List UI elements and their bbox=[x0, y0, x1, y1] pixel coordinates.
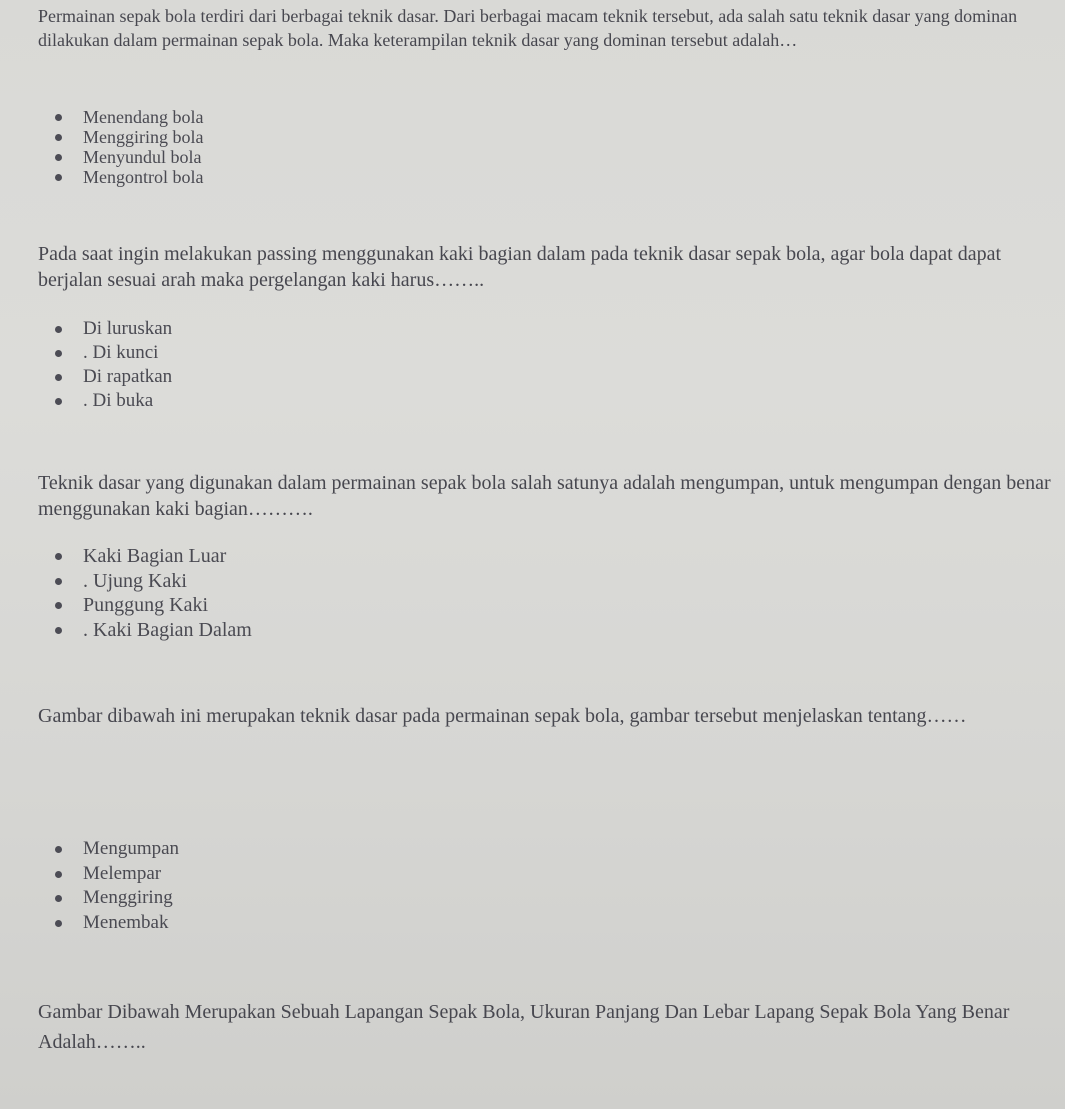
option-label: Di luruskan bbox=[83, 318, 173, 339]
bullet-icon bbox=[55, 374, 62, 381]
option-label: Menyundul bola bbox=[83, 147, 202, 167]
question-3-text: Teknik dasar yang digunakan dalam permainan sepak bola salah satunya adalah mengumpan, untuk mengumpan dengan benar menggunakan kaki bagian………. bbox=[38, 472, 1051, 520]
option-item[interactable] bbox=[52, 544, 252, 569]
option-item[interactable] bbox=[52, 569, 252, 594]
option-item[interactable] bbox=[52, 365, 172, 389]
option-label: Menggiring bbox=[83, 887, 173, 908]
option-item[interactable] bbox=[52, 886, 179, 911]
option-label: Mengumpan bbox=[83, 838, 180, 859]
bullet-icon bbox=[55, 871, 62, 878]
bullet-icon bbox=[55, 846, 62, 853]
option-item[interactable] bbox=[52, 911, 179, 936]
option-item[interactable] bbox=[52, 593, 252, 618]
option-label: Menembak bbox=[83, 911, 169, 933]
question-1-text: Permainan sepak bola terdiri dari berbagai teknik dasar. Dari berbagai macam teknik tersebut, ada salah satu teknik dasar yang dominan dilakukan dalam permainan sepak bola. Maka keterampilan teknik dasar yang dominan tersebut adalah… bbox=[38, 6, 1018, 50]
option-label: . Di kunci bbox=[83, 342, 159, 363]
option-item[interactable] bbox=[52, 147, 203, 167]
option-label: Melempar bbox=[83, 862, 162, 884]
option-label: Di rapatkan bbox=[83, 366, 173, 387]
option-item[interactable] bbox=[52, 107, 203, 127]
bullet-icon bbox=[55, 553, 62, 560]
bullet-icon bbox=[55, 326, 62, 333]
option-item[interactable] bbox=[52, 167, 203, 187]
option-item[interactable] bbox=[52, 618, 252, 643]
option-item[interactable] bbox=[52, 127, 203, 147]
option-label: Mengontrol bola bbox=[83, 167, 204, 187]
bullet-icon bbox=[55, 627, 62, 634]
option-label: . Kaki Bagian Dalam bbox=[83, 618, 252, 641]
option-item[interactable] bbox=[52, 837, 179, 862]
option-item[interactable] bbox=[52, 862, 179, 887]
bullet-icon bbox=[55, 895, 62, 902]
option-label: Punggung Kaki bbox=[83, 594, 208, 616]
option-label: . Di buka bbox=[83, 390, 154, 411]
option-item[interactable] bbox=[52, 389, 172, 413]
bullet-icon bbox=[55, 134, 62, 141]
question-4-options bbox=[52, 837, 179, 935]
option-label: Menendang bola bbox=[83, 107, 204, 127]
bullet-icon bbox=[55, 398, 62, 405]
question-1-options bbox=[52, 107, 203, 187]
option-label: Kaki Bagian Luar bbox=[83, 545, 227, 567]
bullet-icon bbox=[55, 578, 62, 585]
option-label: . Ujung Kaki bbox=[83, 569, 187, 592]
bullet-icon bbox=[55, 350, 62, 357]
bullet-icon bbox=[55, 920, 62, 927]
bullet-icon bbox=[55, 174, 62, 181]
option-item[interactable] bbox=[52, 317, 172, 341]
option-label: Menggiring bola bbox=[83, 127, 204, 147]
bullet-icon bbox=[55, 602, 62, 609]
bullet-icon bbox=[55, 154, 62, 161]
question-2-options bbox=[52, 317, 172, 413]
bullet-icon bbox=[55, 114, 62, 121]
question-5-text: Gambar Dibawah Merupakan Sebuah Lapangan Sepak Bola, Ukuran Panjang Dan Lebar Lapang Sepak Bola Yang Benar Adalah…….. bbox=[38, 1001, 1010, 1053]
option-item[interactable] bbox=[52, 341, 172, 365]
question-2-text: Pada saat ingin melakukan passing menggunakan kaki bagian dalam pada teknik dasar sepak bola, agar bola dapat dapat berjalan sesuai arah maka pergelangan kaki harus…….. bbox=[38, 243, 1002, 291]
question-3-options bbox=[52, 544, 252, 642]
question-4-text: Gambar dibawah ini merupakan teknik dasar pada permainan sepak bola, gambar tersebut menjelaskan tentang…… bbox=[38, 705, 967, 727]
